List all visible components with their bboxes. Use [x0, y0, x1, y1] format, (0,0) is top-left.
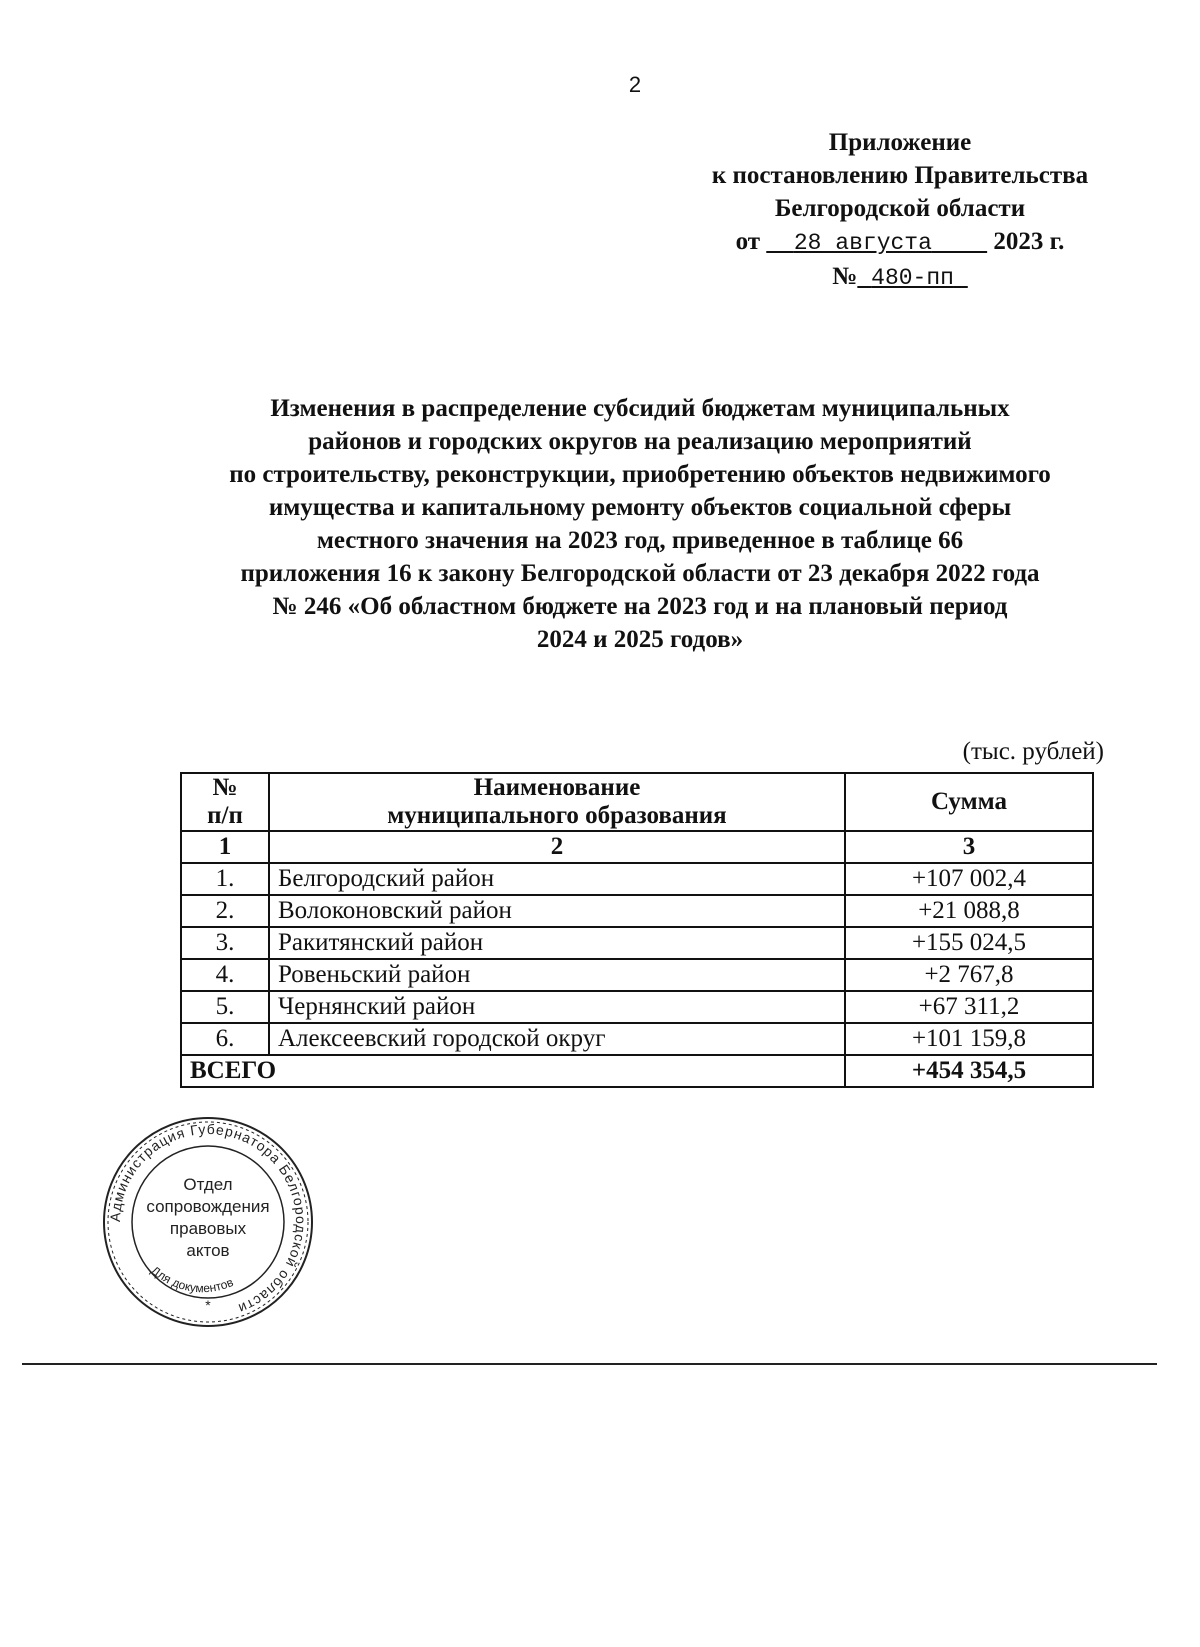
- row-name: Ракитянский район: [269, 927, 845, 959]
- row-sum: +155 024,5: [845, 927, 1093, 959]
- table-row: [181, 959, 1093, 991]
- row-number: 5.: [181, 991, 269, 1023]
- appendix-line-3: Белгородской области: [774, 195, 1026, 222]
- units-label: (тыс. рублей): [962, 738, 1104, 765]
- total-label: ВСЕГО: [181, 1055, 845, 1087]
- row-name: Чернянский район: [269, 991, 845, 1023]
- stamp-line: Отдел: [183, 1175, 233, 1194]
- row-sum: +107 002,4: [845, 863, 1093, 895]
- header-name: Наименование муниципального образования: [269, 773, 845, 831]
- title-line: № 246 «Об областном бюджете на 2023 год и на плановый период: [272, 593, 1008, 620]
- stamp-ring-text: Администрация Губернатора Белгородской области: [106, 1120, 310, 1318]
- table-row: [181, 927, 1093, 959]
- total-sum: +454 354,5: [845, 1055, 1093, 1087]
- table-row: [181, 1023, 1093, 1055]
- row-sum: +67 311,2: [845, 991, 1093, 1023]
- column-number-row: [181, 831, 1093, 863]
- stamp-line: правовых: [169, 1219, 247, 1238]
- appendix-line-2: к постановлению Правительства: [711, 162, 1089, 189]
- row-number: 4.: [181, 959, 269, 991]
- appendix-title: Приложение: [828, 129, 972, 156]
- date-suffix: 2023 г.: [993, 228, 1065, 255]
- row-name: Волоконовский район: [269, 895, 845, 927]
- date-value: 28 августа: [793, 230, 932, 256]
- title-line: по строительству, реконструкции, приобретению объектов недвижимого: [229, 461, 1051, 488]
- page-number: 2: [628, 72, 642, 97]
- date-prefix: от: [735, 228, 761, 255]
- stamp-line: актов: [186, 1241, 230, 1260]
- table-row: [181, 895, 1093, 927]
- row-name: Ровеньский район: [269, 959, 845, 991]
- row-name: Алексеевский городской округ: [269, 1023, 845, 1055]
- row-sum: +21 088,8: [845, 895, 1093, 927]
- stamp-line: сопровождения: [146, 1197, 270, 1216]
- title-line: районов и городских округов на реализацию мероприятий: [308, 428, 972, 455]
- row-number: 2.: [181, 895, 269, 927]
- row-sum: +2 767,8: [845, 959, 1093, 991]
- column-number: 3: [845, 831, 1093, 863]
- row-number: 6.: [181, 1023, 269, 1055]
- row-number: 1.: [181, 863, 269, 895]
- page-divider: [22, 1363, 1157, 1365]
- row-number: 3.: [181, 927, 269, 959]
- star-icon: *: [205, 1297, 211, 1313]
- appendix-number: [680, 260, 1120, 295]
- number-prefix: №: [832, 263, 858, 290]
- column-number: 1: [181, 831, 269, 863]
- column-number: 2: [269, 831, 845, 863]
- total-row: [181, 1055, 1093, 1087]
- row-sum: +101 159,8: [845, 1023, 1093, 1055]
- appendix-header: [680, 126, 1120, 295]
- header-sum: Сумма: [845, 773, 1093, 831]
- appendix-date: [680, 225, 1120, 260]
- title-line: имущества и капитальному ремонту объектов социальной сферы: [268, 494, 1012, 521]
- office-stamp: [98, 1112, 318, 1332]
- title-line: приложения 16 к закону Белгородской области от 23 декабря 2022 года: [240, 560, 1040, 587]
- title-line: Изменения в распределение субсидий бюджетам муниципальных: [270, 395, 1010, 422]
- number-value: 480-пп: [871, 265, 954, 291]
- title-line: местного значения на 2023 год, приведенное в таблице 66: [316, 527, 964, 554]
- table-row: [181, 863, 1093, 895]
- row-name: Белгородский район: [269, 863, 845, 895]
- title-line: 2024 и 2025 годов»: [536, 626, 744, 653]
- svg-text:Для документов: [148, 1263, 235, 1295]
- subsidy-table: [180, 772, 1094, 1088]
- header-number: № п/п: [181, 773, 269, 831]
- table-row: [181, 991, 1093, 1023]
- table-header-row: [181, 773, 1093, 831]
- document-title: [160, 392, 1120, 656]
- stamp-bottom-text: Для документов: [148, 1263, 236, 1296]
